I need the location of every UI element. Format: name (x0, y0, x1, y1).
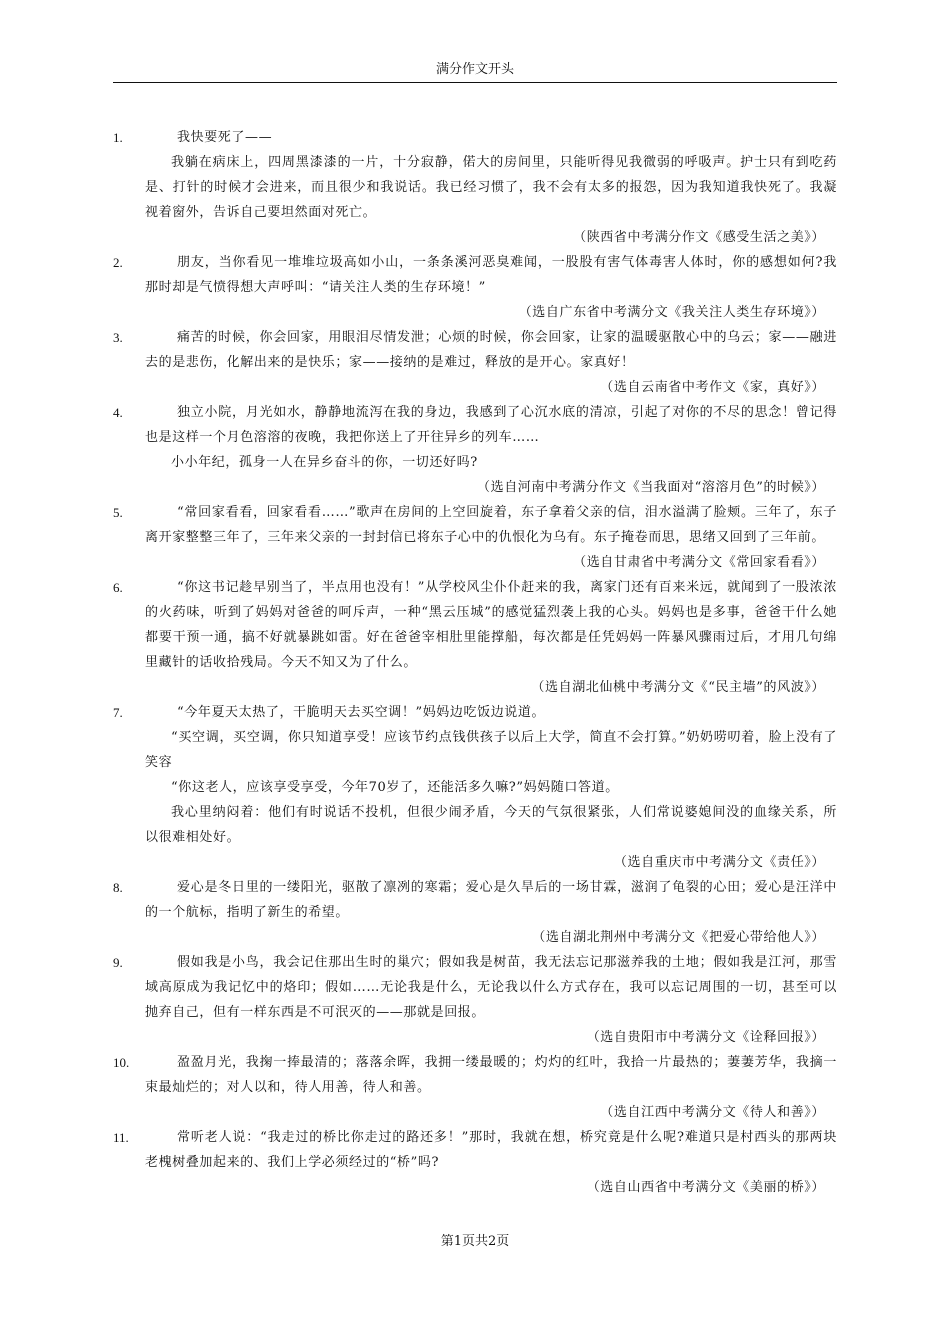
item-paragraph: 假如我是小鸟，我会记住那出生时的巢穴；假如我是树苗，我无法忘记那滋养我的土地；假如我是江河，那雪域高原成为我记忆中的烙印；假如……无论我是什么，无论我以什么方式存在，我可以忘记周围的一切，甚至可以抛弃自己，但有一样东西是不可泯灭的——那就是回报。 (145, 955, 837, 1020)
item-source: （选自贵阳市中考满分文《诠释回报》） (586, 1030, 825, 1045)
item-source: （陕西省中考满分作文《感受生活之美》） (573, 230, 825, 245)
header-title: 满分作文开头 (435, 62, 514, 77)
item-number: 1. (113, 130, 123, 145)
item-paragraph: “你这书记趁早别当了，半点用也没有！”从学校风尘仆仆赶来的我，离家门还有百来米远，就闻到了一股浓浓的火药味，听到了妈妈对爸爸的呵斥声，一种“黑云压城”的感觉猛烈袭上我的心头。妈妈也是多事，爸爸干什么她都要干预一通，搞不好就暴跳如雷。好在爸爸宰相肚里能撑船，每次都是任凭妈妈一阵暴风骤雨过后，才用几句绵里藏针的话收拾残局。今天不知又为了什么。 (145, 580, 837, 670)
item-number: 3. (113, 330, 123, 345)
item-source: （选自广东省中考满分文《我关注人类生存环境》） (518, 305, 825, 320)
item-number: 7. (113, 705, 123, 720)
item-paragraph: 爱心是冬日里的一缕阳光，驱散了凛冽的寒霜；爱心是久旱后的一场甘霖，滋润了龟裂的心田；爱心是汪洋中的一个航标，指明了新生的希望。 (145, 880, 837, 920)
item-source: （选自湖北荆州中考满分文《把爱心带给他人》） (532, 930, 825, 945)
item-paragraph: 我快要死了—— (177, 130, 273, 145)
list-item (113, 500, 837, 575)
item-source: （选自江西中考满分文《待人和善》） (600, 1105, 825, 1120)
list-item (113, 700, 837, 875)
item-number: 9. (113, 955, 123, 970)
item-number: 8. (113, 880, 123, 895)
list-item (113, 1050, 837, 1125)
page-number: 第1页共2页 (440, 1234, 510, 1249)
list-item (113, 950, 837, 1050)
list-item (113, 1125, 837, 1200)
item-source: （选自河南中考满分作文《当我面对“溶溶月色”的时候》） (477, 480, 825, 495)
item-paragraph: 朋友，当你看见一堆堆垃圾高如小山，一条条溪河恶臭难闻，一股股有害气体毒害人体时，你的感想如何?我那时却是气愤得想大声呼叫：“请关注人类的生存环境！” (145, 255, 837, 295)
item-paragraph: 常听老人说：“我走过的桥比你走过的路还多！”那时，我就在想，桥究竟是什么呢?难道只是村西头的那两块老槐树叠加起来的、我们上学必须经过的“桥”吗? (145, 1130, 837, 1170)
list-item (113, 575, 837, 700)
item-number: 5. (113, 505, 123, 520)
item-number: 2. (113, 255, 123, 270)
item-paragraph: “你这老人，应该享受享受，今年70岁了，还能活多久嘛?”妈妈随口答道。 (171, 780, 619, 795)
item-paragraph: 我躺在病床上，四周黑漆漆的一片，十分寂静，偌大的房间里，只能听得见我微弱的呼吸声。护士只有到吃药是、打针的时候才会进来，而且很少和我说话。我已经习惯了，我不会有太多的报怨，因为我知道我快死了。我凝视着窗外，告诉自己要坦然面对死亡。 (145, 155, 837, 220)
item-source: （选自云南省中考作文《家，真好》） (600, 380, 825, 395)
list-item (113, 325, 837, 400)
item-paragraph: 小小年纪，孤身一人在异乡奋斗的你，一切还好吗? (171, 455, 478, 470)
item-source: （选自山西省中考满分文《美丽的桥》） (586, 1180, 825, 1195)
list-item (113, 250, 837, 325)
item-paragraph: 盈盈月光，我掬一捧最清的；落落余晖，我拥一缕最暖的；灼灼的红叶，我拾一片最热的；萋萋芳华，我摘一束最灿烂的；对人以和，待人用善，待人和善。 (145, 1055, 837, 1095)
item-paragraph: 痛苦的时候，你会回家，用眼泪尽情发泄；心烦的时候，你会回家，让家的温暖驱散心中的乌云；家——融进去的是悲伤，化解出来的是快乐；家——接纳的是难过，释放的是开心。家真好！ (145, 330, 837, 370)
item-number: 11. (113, 1130, 129, 1145)
item-number: 6. (113, 580, 123, 595)
list-item (113, 875, 837, 950)
list-item (113, 400, 837, 500)
item-paragraph: “常回家看看，回家看看……”歌声在房间的上空回旋着，东子拿着父亲的信，泪水溢满了脸颊。三年了，东子离开家整整三年了，三年来父亲的一封封信已将东子心中的仇恨化为乌有。东子掩卷而思，思绪又回到了三年前。 (145, 505, 837, 545)
item-paragraph: “今年夏天太热了，干脆明天去买空调！”妈妈边吃饭边说道。 (177, 705, 546, 720)
list-item (113, 125, 837, 250)
essay-openings-list (113, 125, 837, 1200)
page-header (113, 60, 837, 83)
item-source: （选自重庆市中考满分文《责任》） (613, 855, 825, 870)
page-footer (0, 1230, 950, 1249)
item-paragraph: 我心里纳闷着：他们有时说话不投机，但很少闹矛盾，今天的气氛很紧张，人们常说婆媳间没的血缘关系，所以很难相处好。 (145, 805, 837, 845)
item-source: （选自湖北仙桃中考满分文《“民主墙”的风波》） (531, 680, 825, 695)
item-source: （选自甘肃省中考满分文《常回家看看》） (573, 555, 825, 570)
item-number: 4. (113, 405, 123, 420)
item-paragraph: “买空调，买空调，你只知道享受！应该节约点钱供孩子以后上大学，简直不会打算。”奶奶唠叨着，脸上没有了笑容 (145, 730, 837, 770)
item-number: 10. (113, 1055, 130, 1070)
item-paragraph: 独立小院，月光如水，静静地流泻在我的身边，我感到了心沉水底的清凉，引起了对你的不尽的思念！曾记得也是这样一个月色溶溶的夜晚，我把你送上了开往异乡的列车…… (145, 405, 837, 445)
